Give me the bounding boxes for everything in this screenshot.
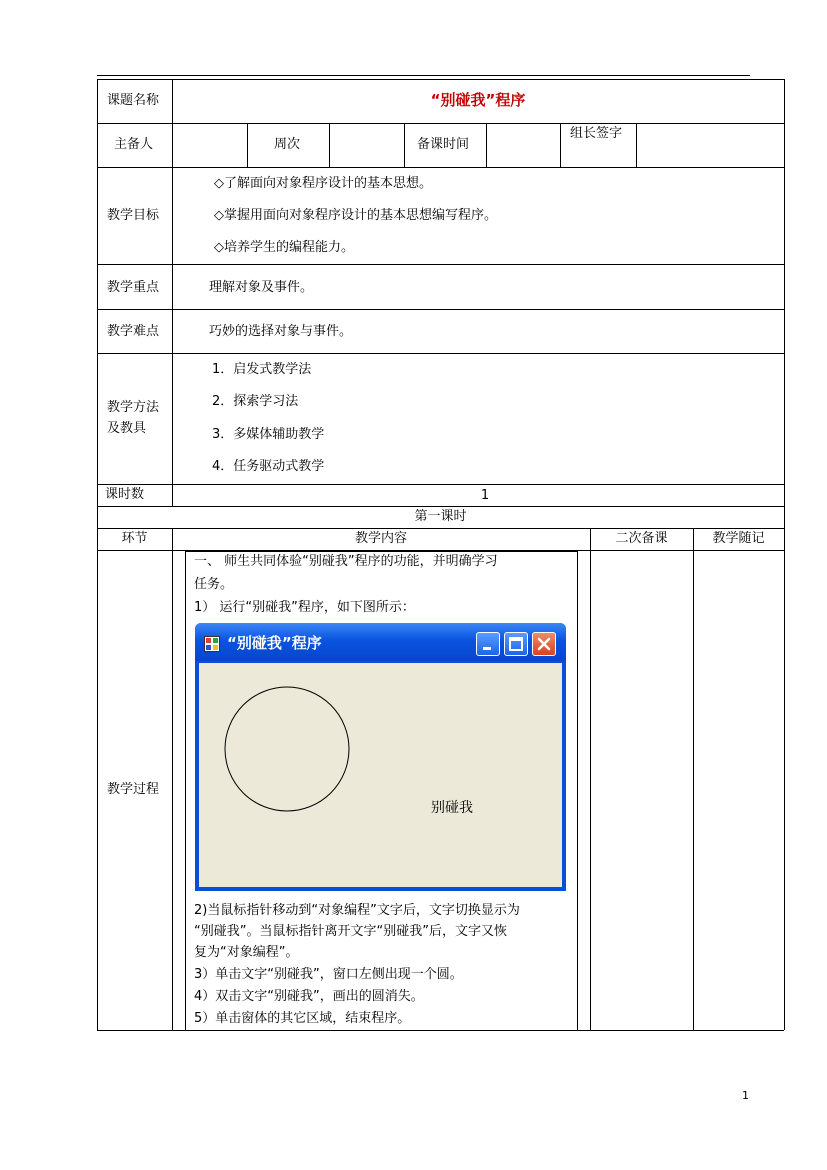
topic-label: 课题名称 [107, 93, 160, 108]
goals-label: 教学目标 [107, 208, 160, 223]
step1-sub: 1） 运行“别碰我”程序，如下图所示： [194, 600, 415, 615]
drawn-circle [199, 663, 562, 887]
app-window-title: “别碰我”程序 [227, 634, 322, 652]
step2-line2: “别碰我”。当鼠标指针离开文字“别碰我”后，文字又恢 [194, 924, 507, 939]
step3: 3）单击文字“别碰我”，窗口左侧出现一个圆。 [194, 967, 463, 982]
app-form-icon [204, 636, 220, 652]
step4: 4）双击文字“别碰我”，画出的圆消失。 [194, 989, 424, 1004]
difficulty-value: 巧妙的选择对象与事件。 [209, 324, 353, 339]
lesson-title: 第一课时 [414, 509, 467, 524]
leader-sign-label: 组长签字 [570, 126, 623, 141]
col-stage: 环节 [121, 531, 148, 546]
minimize-icon [477, 633, 499, 655]
dont-touch-label[interactable]: 别碰我 [431, 800, 473, 816]
method-item: 3．多媒体辅助教学 [212, 427, 325, 442]
maximize-button[interactable] [504, 632, 528, 656]
method-item: 4．任务驱动式教学 [212, 459, 325, 474]
methods-label: 教学方法 [107, 400, 160, 415]
header-rule [97, 75, 750, 76]
goal-item: ◇掌握用面向对象程序设计的基本思想编写程序。 [214, 208, 497, 223]
goal-item: ◇了解面向对象程序设计的基本思想。 [214, 176, 432, 191]
topic-title: “别碰我”程序 [430, 91, 526, 109]
prep-time-label: 备课时间 [417, 137, 470, 152]
app-window-client-area[interactable] [199, 663, 562, 887]
method-item: 2．探索学习法 [212, 394, 299, 409]
maximize-icon [505, 633, 527, 655]
goal-item: ◇培养学生的编程能力。 [214, 240, 354, 255]
methods-label-2: 及教具 [107, 421, 147, 436]
method-item: 1．启发式教学法 [212, 362, 312, 377]
step2-line3: 复为“对象编程”。 [194, 945, 299, 960]
col-content: 教学内容 [354, 531, 407, 546]
key-point-label: 教学重点 [107, 280, 160, 295]
step5: 5）单击窗体的其它区域，结束程序。 [194, 1011, 411, 1026]
preparer-label: 主备人 [114, 137, 154, 152]
close-icon [533, 633, 555, 655]
app-window-screenshot [195, 623, 566, 891]
close-button[interactable] [532, 632, 556, 656]
process-label: 教学过程 [107, 782, 160, 797]
difficulty-label: 教学难点 [107, 324, 160, 339]
hours-label: 课时数 [105, 487, 145, 502]
key-point-value: 理解对象及事件。 [209, 280, 314, 295]
minimize-button[interactable] [476, 632, 500, 656]
col-notes: 教学随记 [712, 531, 765, 546]
app-window-titlebar [195, 623, 566, 661]
page-number: 1 [742, 1089, 749, 1102]
week-label: 周次 [274, 137, 301, 152]
step1-line1: 一、 师生共同体验“别碰我”程序的功能，并明确学习 [194, 554, 498, 569]
step2-line1: 2)当鼠标指针移动到“对象编程”文字后，文字切换显示为 [194, 903, 520, 918]
step1-line2: 任务。 [194, 577, 234, 592]
col-second-prep: 二次备课 [615, 531, 668, 546]
hours-value: 1 [480, 488, 490, 503]
